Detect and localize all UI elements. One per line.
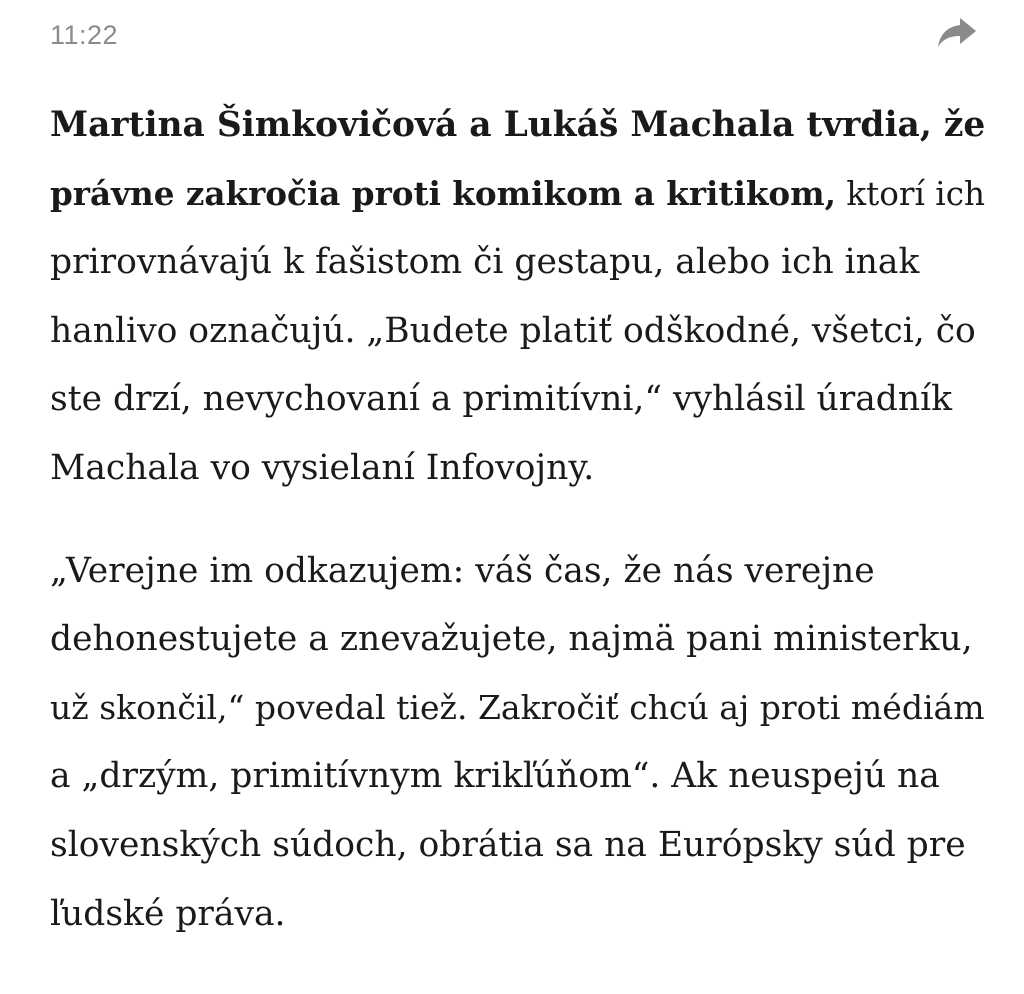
text-line: ľudské práva. — [50, 893, 286, 934]
timestamp: 11:22 — [50, 20, 119, 50]
share-forward-icon — [934, 14, 978, 50]
text-line: prirovnávajú k fašistom či gestapu, alebo ich inak — [50, 242, 920, 283]
text-line: už skončil,“ povedal tiež. Zakročiť chcú aj proti médiám — [50, 687, 985, 727]
text-line: „Verejne im odkazujem: váš čas, že nás verejne — [50, 550, 875, 591]
text-line — [50, 160, 985, 229]
text-line: Machala vo vysielaní Infovojny. — [50, 447, 595, 488]
text-line: hanlivo označujú. „Budete platiť odškodné, všetci, čo — [50, 310, 976, 351]
paragraph-2 — [50, 537, 985, 949]
paragraph-1 — [50, 91, 985, 503]
article-header — [0, 0, 1024, 80]
lead-bold-text: právne zakročia proti komikom a kritikom, — [50, 173, 837, 213]
text-line: slovenských súdoch, obrátia sa na Európsky súd pre — [50, 824, 966, 865]
text-line — [50, 91, 985, 160]
text-line: a „drzým, primitívnym krikľúňom“. Ak neuspejú na — [50, 756, 940, 797]
body-text: ktorí ich — [836, 174, 985, 213]
share-button[interactable] — [934, 14, 978, 50]
text-line: dehonestujete a znevažujete, najmä pani ministerku, — [50, 619, 973, 660]
text-line: ste drzí, nevychovaní a primitívni,“ vyhlásil úradník — [50, 379, 953, 420]
lead-bold-text: Martina Šimkovičová a Lukáš Machala tvrdia, že — [50, 105, 986, 145]
article-body — [50, 91, 985, 948]
